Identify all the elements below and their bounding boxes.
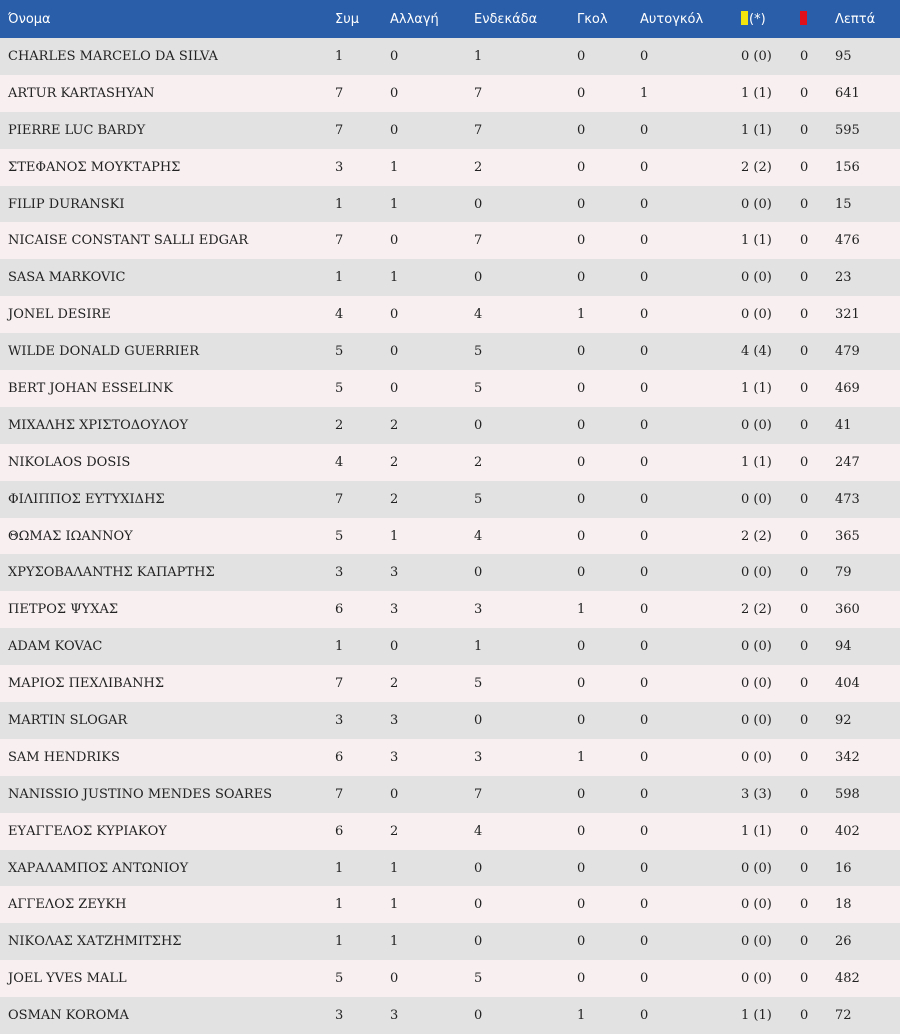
yellow-cards-cell: 0 (0)	[741, 712, 772, 728]
goals-cell: 0	[577, 233, 586, 249]
table-row	[0, 739, 900, 776]
own-goals-cell: 0	[640, 971, 649, 987]
substitutions-cell: 0	[390, 639, 399, 655]
red-cards-cell: 0	[800, 454, 809, 470]
substitutions-cell: 1	[390, 528, 399, 544]
goals-cell: 0	[577, 491, 586, 507]
yellow-cards-cell: 3 (3)	[741, 786, 772, 802]
red-cards-cell: 0	[800, 48, 809, 64]
own-goals-cell: 1	[640, 85, 649, 101]
substitutions-cell: 2	[390, 454, 399, 470]
minutes-cell: 360	[835, 602, 860, 618]
substitutions-cell: 0	[390, 122, 399, 138]
substitutions-cell: 0	[390, 307, 399, 323]
red-cards-cell: 0	[800, 823, 809, 839]
minutes-cell: 156	[835, 159, 860, 175]
substitutions-cell: 0	[390, 48, 399, 64]
minutes-cell: 402	[835, 823, 860, 839]
goals-cell: 0	[577, 712, 586, 728]
red-cards-cell: 0	[800, 897, 809, 913]
own-goals-cell: 0	[640, 749, 649, 765]
player-name-cell[interactable]: ARTUR KARTASHYAN	[8, 85, 155, 101]
red-cards-cell: 0	[800, 528, 809, 544]
yellow-cards-cell: 2 (2)	[741, 602, 772, 618]
goals-cell: 1	[577, 307, 586, 323]
red-cards-cell: 0	[800, 196, 809, 212]
appearances-cell: 5	[335, 380, 344, 396]
own-goals-cell: 0	[640, 639, 649, 655]
table-row	[0, 554, 900, 591]
red-cards-cell: 0	[800, 786, 809, 802]
goals-cell: 0	[577, 344, 586, 360]
starts-cell: 7	[474, 122, 483, 138]
goals-cell: 0	[577, 159, 586, 175]
goals-cell: 0	[577, 270, 586, 286]
starts-cell: 5	[474, 491, 483, 507]
substitutions-cell: 2	[390, 823, 399, 839]
table-row	[0, 186, 900, 223]
red-cards-cell: 0	[800, 159, 809, 175]
yellow-cards-cell: 0 (0)	[741, 491, 772, 507]
player-name-cell[interactable]: JONEL DESIRE	[8, 307, 111, 323]
col-header-appearances[interactable]: Συμ	[335, 11, 360, 27]
table-row	[0, 776, 900, 813]
player-name-cell[interactable]: ΘΩΜΑΣ ΙΩΑΝΝΟΥ	[8, 528, 133, 544]
player-name-cell[interactable]: NIKOLAOS DOSIS	[8, 454, 131, 470]
yellow-cards-cell: 0 (0)	[741, 639, 772, 655]
yellow-cards-cell: 0 (0)	[741, 417, 772, 433]
own-goals-cell: 0	[640, 344, 649, 360]
substitutions-cell: 3	[390, 712, 399, 728]
appearances-cell: 1	[335, 196, 344, 212]
player-name-cell[interactable]: BERT JOHAN ESSELINK	[8, 380, 173, 396]
starts-cell: 0	[474, 196, 483, 212]
red-cards-cell: 0	[800, 602, 809, 618]
appearances-cell: 7	[335, 491, 344, 507]
yellow-cards-cell: 1 (1)	[741, 233, 772, 249]
starts-cell: 0	[474, 417, 483, 433]
player-name-cell[interactable]: ADAM KOVAC	[8, 639, 103, 655]
goals-cell: 0	[577, 676, 586, 692]
goals-cell: 0	[577, 860, 586, 876]
player-name-cell[interactable]: SAM HENDRIKS	[8, 749, 120, 765]
own-goals-cell: 0	[640, 307, 649, 323]
red-cards-cell: 0	[800, 380, 809, 396]
substitutions-cell: 1	[390, 196, 399, 212]
appearances-cell: 1	[335, 48, 344, 64]
own-goals-cell: 0	[640, 196, 649, 212]
player-name-cell[interactable]: ΜΙΧΑΛΗΣ ΧΡΙΣΤΟΔΟΥΛΟΥ	[8, 417, 189, 433]
yellow-cards-cell: 2 (2)	[741, 159, 772, 175]
table-header	[0, 0, 900, 38]
yellow-cards-cell: 1 (1)	[741, 454, 772, 470]
goals-cell: 0	[577, 823, 586, 839]
yellow-cards-cell: 2 (2)	[741, 528, 772, 544]
minutes-cell: 26	[835, 934, 852, 950]
starts-cell: 3	[474, 602, 483, 618]
player-name-cell[interactable]: CHARLES MARCELO DA SILVA	[8, 48, 218, 64]
appearances-cell: 5	[335, 528, 344, 544]
yellow-cards-cell: 0 (0)	[741, 860, 772, 876]
red-cards-cell: 0	[800, 85, 809, 101]
player-name-cell[interactable]: ΧΑΡΑΛΑΜΠΟΣ ΑΝΤΩΝΙΟΥ	[8, 860, 189, 876]
minutes-cell: 41	[835, 417, 852, 433]
yellow-cards-cell: 0 (0)	[741, 676, 772, 692]
minutes-cell: 23	[835, 270, 852, 286]
starts-cell: 3	[474, 749, 483, 765]
red-cards-cell: 0	[800, 971, 809, 987]
red-cards-cell: 0	[800, 491, 809, 507]
red-card-icon	[800, 11, 807, 25]
red-cards-cell: 0	[800, 712, 809, 728]
player-name-cell[interactable]: ΠΕΤΡΟΣ ΨΥΧΑΣ	[8, 602, 119, 618]
player-name-cell[interactable]: ΣΤΕΦΑΝΟΣ ΜΟΥΚΤΑΡΗΣ	[8, 159, 181, 175]
minutes-cell: 482	[835, 971, 860, 987]
minutes-cell: 92	[835, 712, 852, 728]
substitutions-cell: 0	[390, 233, 399, 249]
appearances-cell: 3	[335, 565, 344, 581]
appearances-cell: 4	[335, 454, 344, 470]
player-name-cell[interactable]: ΧΡΥΣΟΒΑΛΑΝΤΗΣ ΚΑΠΑΡΤΗΣ	[8, 565, 215, 581]
appearances-cell: 5	[335, 971, 344, 987]
table-row	[0, 407, 900, 444]
starts-cell: 5	[474, 971, 483, 987]
yellow-cards-cell: 0 (0)	[741, 270, 772, 286]
goals-cell: 0	[577, 971, 586, 987]
yellow-cards-cell: 0 (0)	[741, 307, 772, 323]
goals-cell: 0	[577, 454, 586, 470]
yellow-cards-cell: 0 (0)	[741, 971, 772, 987]
player-name-cell[interactable]: SASA MARKOVIC	[8, 270, 126, 286]
player-name-cell[interactable]: PIERRE LUC BARDY	[8, 122, 146, 138]
goals-cell: 1	[577, 602, 586, 618]
goals-cell: 0	[577, 48, 586, 64]
goals-cell: 0	[577, 417, 586, 433]
own-goals-cell: 0	[640, 1008, 649, 1024]
player-name-cell[interactable]: ΕΥΑΓΓΕΛΟΣ ΚΥΡΙΑΚΟΥ	[8, 823, 167, 839]
minutes-cell: 94	[835, 639, 852, 655]
starts-cell: 1	[474, 48, 483, 64]
red-cards-cell: 0	[800, 270, 809, 286]
appearances-cell: 1	[335, 934, 344, 950]
substitutions-cell: 1	[390, 860, 399, 876]
col-header-red-cards[interactable]	[792, 0, 827, 38]
own-goals-cell: 0	[640, 380, 649, 396]
substitutions-cell: 2	[390, 491, 399, 507]
starts-cell: 5	[474, 676, 483, 692]
own-goals-cell: 0	[640, 823, 649, 839]
substitutions-cell: 3	[390, 565, 399, 581]
own-goals-cell: 0	[640, 860, 649, 876]
player-name-cell[interactable]: WILDE DONALD GUERRIER	[8, 344, 200, 360]
goals-cell: 0	[577, 786, 586, 802]
appearances-cell: 1	[335, 860, 344, 876]
player-name-cell[interactable]: ΦΙΛΙΠΠΟΣ ΕΥΤΥΧΙΔΗΣ	[8, 491, 165, 507]
table-row	[0, 518, 900, 555]
goals-cell: 1	[577, 749, 586, 765]
starts-cell: 7	[474, 786, 483, 802]
red-cards-cell: 0	[800, 676, 809, 692]
yellow-card-icon	[741, 11, 748, 25]
own-goals-cell: 0	[640, 897, 649, 913]
col-header-minutes[interactable]: Λεπτά	[835, 11, 876, 27]
appearances-cell: 1	[335, 270, 344, 286]
goals-cell: 0	[577, 897, 586, 913]
appearances-cell: 4	[335, 307, 344, 323]
own-goals-cell: 0	[640, 270, 649, 286]
yellow-cards-cell: 0 (0)	[741, 565, 772, 581]
minutes-cell: 342	[835, 749, 860, 765]
player-name-cell[interactable]: JOEL YVES MALL	[8, 971, 127, 987]
substitutions-cell: 0	[390, 344, 399, 360]
table-row	[0, 481, 900, 518]
player-name-cell[interactable]: MARTIN SLOGAR	[8, 712, 128, 728]
yellow-cards-cell: 4 (4)	[741, 344, 772, 360]
appearances-cell: 6	[335, 602, 344, 618]
yellow-cards-cell: 0 (0)	[741, 897, 772, 913]
own-goals-cell: 0	[640, 565, 649, 581]
player-name-cell[interactable]: NANISSIO JUSTINO MENDES SOARES	[8, 786, 273, 802]
starts-cell: 5	[474, 344, 483, 360]
starts-cell: 0	[474, 897, 483, 913]
appearances-cell: 6	[335, 749, 344, 765]
table-row	[0, 112, 900, 149]
appearances-cell: 3	[335, 1008, 344, 1024]
table-row	[0, 813, 900, 850]
table-row	[0, 333, 900, 370]
table-row	[0, 591, 900, 628]
table-row	[0, 960, 900, 997]
yellow-cards-cell: 1 (1)	[741, 122, 772, 138]
minutes-cell: 479	[835, 344, 860, 360]
table-row	[0, 444, 900, 481]
yellow-cards-cell: 0 (0)	[741, 196, 772, 212]
red-cards-cell: 0	[800, 639, 809, 655]
starts-cell: 7	[474, 233, 483, 249]
red-cards-cell: 0	[800, 860, 809, 876]
own-goals-cell: 0	[640, 48, 649, 64]
goals-cell: 0	[577, 196, 586, 212]
table-row	[0, 886, 900, 923]
table-row	[0, 38, 900, 75]
yellow-card-suffix: (*)	[749, 12, 766, 27]
red-cards-cell: 0	[800, 934, 809, 950]
substitutions-cell: 3	[390, 602, 399, 618]
player-name-cell[interactable]: ΑΓΓΕΛΟΣ ΖΕΥΚΗ	[8, 897, 127, 913]
appearances-cell: 7	[335, 676, 344, 692]
red-cards-cell: 0	[800, 344, 809, 360]
substitutions-cell: 3	[390, 749, 399, 765]
own-goals-cell: 0	[640, 934, 649, 950]
col-header-substitutions[interactable]: Αλλαγή	[390, 11, 439, 27]
own-goals-cell: 0	[640, 122, 649, 138]
table-row	[0, 665, 900, 702]
table-row	[0, 149, 900, 186]
starts-cell: 0	[474, 565, 483, 581]
goals-cell: 0	[577, 639, 586, 655]
col-header-name[interactable]: Όνομα	[8, 11, 51, 27]
yellow-cards-cell: 1 (1)	[741, 823, 772, 839]
own-goals-cell: 0	[640, 602, 649, 618]
goals-cell: 1	[577, 1008, 586, 1024]
red-cards-cell: 0	[800, 1008, 809, 1024]
starts-cell: 0	[474, 270, 483, 286]
starts-cell: 4	[474, 823, 483, 839]
table-row	[0, 296, 900, 333]
minutes-cell: 247	[835, 454, 860, 470]
yellow-cards-cell: 0 (0)	[741, 749, 772, 765]
col-header-yellow-cards[interactable]	[733, 0, 792, 38]
table-row	[0, 997, 900, 1034]
starts-cell: 0	[474, 1008, 483, 1024]
substitutions-cell: 1	[390, 934, 399, 950]
appearances-cell: 1	[335, 639, 344, 655]
minutes-cell: 476	[835, 233, 860, 249]
goals-cell: 0	[577, 934, 586, 950]
minutes-cell: 469	[835, 380, 860, 396]
own-goals-cell: 0	[640, 712, 649, 728]
appearances-cell: 5	[335, 344, 344, 360]
player-name-cell[interactable]: ΜΑΡΙΟΣ ΠΕΧΛΙΒΑΝΗΣ	[8, 676, 165, 692]
starts-cell: 1	[474, 639, 483, 655]
starts-cell: 0	[474, 860, 483, 876]
red-cards-cell: 0	[800, 307, 809, 323]
own-goals-cell: 0	[640, 417, 649, 433]
player-name-cell[interactable]: NICAISE CONSTANT SALLI EDGAR	[8, 233, 249, 249]
appearances-cell: 7	[335, 233, 344, 249]
table-row	[0, 259, 900, 296]
substitutions-cell: 1	[390, 897, 399, 913]
red-cards-cell: 0	[800, 749, 809, 765]
appearances-cell: 7	[335, 85, 344, 101]
table-row	[0, 923, 900, 960]
table-row	[0, 702, 900, 739]
own-goals-cell: 0	[640, 786, 649, 802]
appearances-cell: 7	[335, 122, 344, 138]
starts-cell: 4	[474, 307, 483, 323]
goals-cell: 0	[577, 528, 586, 544]
appearances-cell: 6	[335, 823, 344, 839]
substitutions-cell: 1	[390, 270, 399, 286]
red-cards-cell: 0	[800, 565, 809, 581]
minutes-cell: 79	[835, 565, 852, 581]
yellow-cards-cell: 0 (0)	[741, 48, 772, 64]
starts-cell: 0	[474, 934, 483, 950]
goals-cell: 0	[577, 85, 586, 101]
starts-cell: 2	[474, 159, 483, 175]
minutes-cell: 404	[835, 676, 860, 692]
minutes-cell: 641	[835, 85, 860, 101]
table-row	[0, 850, 900, 887]
substitutions-cell: 2	[390, 676, 399, 692]
appearances-cell: 3	[335, 712, 344, 728]
appearances-cell: 1	[335, 897, 344, 913]
player-name-cell[interactable]: OSMAN KOROMA	[8, 1008, 129, 1024]
starts-cell: 2	[474, 454, 483, 470]
appearances-cell: 3	[335, 159, 344, 175]
yellow-cards-cell: 1 (1)	[741, 1008, 772, 1024]
starts-cell: 7	[474, 85, 483, 101]
minutes-cell: 95	[835, 48, 852, 64]
yellow-cards-cell: 1 (1)	[741, 85, 772, 101]
own-goals-cell: 0	[640, 528, 649, 544]
player-name-cell[interactable]: ΝΙΚΟΛΑΣ ΧΑΤΖΗΜΙΤΣΗΣ	[8, 934, 182, 950]
table-row	[0, 75, 900, 112]
yellow-cards-cell: 1 (1)	[741, 380, 772, 396]
substitutions-cell: 1	[390, 159, 399, 175]
yellow-cards-cell: 0 (0)	[741, 934, 772, 950]
own-goals-cell: 0	[640, 159, 649, 175]
own-goals-cell: 0	[640, 233, 649, 249]
minutes-cell: 321	[835, 307, 860, 323]
substitutions-cell: 3	[390, 1008, 399, 1024]
starts-cell: 0	[474, 712, 483, 728]
col-header-own-goals[interactable]: Αυτογκόλ	[640, 11, 704, 27]
minutes-cell: 15	[835, 196, 852, 212]
substitutions-cell: 0	[390, 786, 399, 802]
own-goals-cell: 0	[640, 676, 649, 692]
table-row	[0, 222, 900, 259]
minutes-cell: 365	[835, 528, 860, 544]
col-header-starts[interactable]: Ενδεκάδα	[474, 11, 538, 27]
substitutions-cell: 0	[390, 971, 399, 987]
starts-cell: 5	[474, 380, 483, 396]
own-goals-cell: 0	[640, 491, 649, 507]
own-goals-cell: 0	[640, 454, 649, 470]
substitutions-cell: 2	[390, 417, 399, 433]
starts-cell: 4	[474, 528, 483, 544]
goals-cell: 0	[577, 380, 586, 396]
substitutions-cell: 0	[390, 380, 399, 396]
red-cards-cell: 0	[800, 122, 809, 138]
goals-cell: 0	[577, 565, 586, 581]
minutes-cell: 18	[835, 897, 852, 913]
minutes-cell: 473	[835, 491, 860, 507]
minutes-cell: 595	[835, 122, 860, 138]
appearances-cell: 2	[335, 417, 344, 433]
red-cards-cell: 0	[800, 417, 809, 433]
table-row	[0, 628, 900, 665]
appearances-cell: 7	[335, 786, 344, 802]
minutes-cell: 72	[835, 1008, 852, 1024]
minutes-cell: 598	[835, 786, 860, 802]
table-row	[0, 370, 900, 407]
player-name-cell[interactable]: FILIP DURANSKI	[8, 196, 125, 212]
goals-cell: 0	[577, 122, 586, 138]
red-cards-cell: 0	[800, 233, 809, 249]
col-header-goals[interactable]: Γκολ	[577, 11, 608, 27]
minutes-cell: 16	[835, 860, 852, 876]
substitutions-cell: 0	[390, 85, 399, 101]
